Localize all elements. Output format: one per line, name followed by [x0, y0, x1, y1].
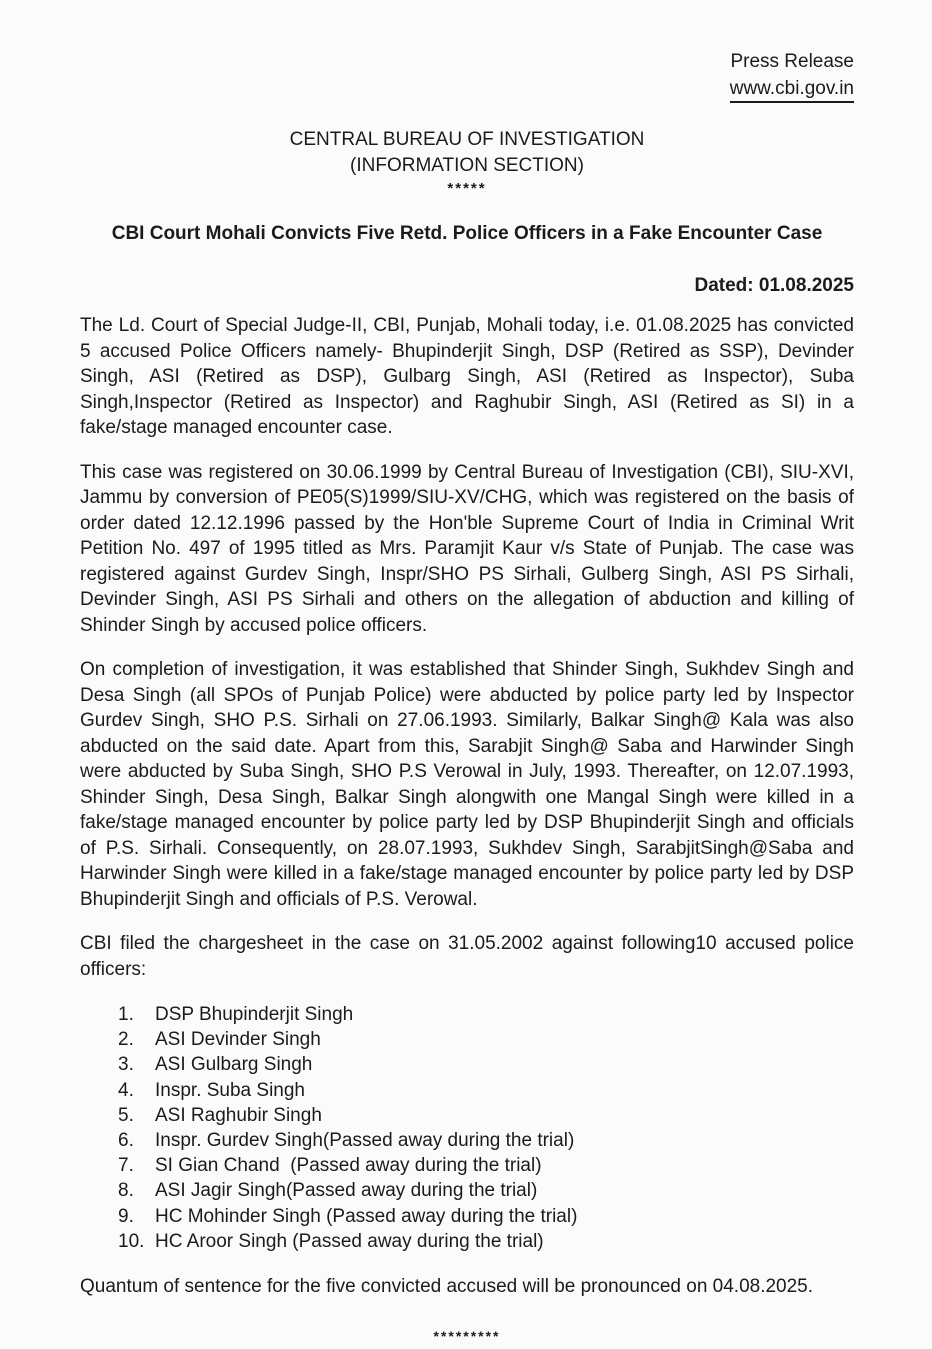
list-item: DSP Bhupinderjit Singh [155, 1004, 354, 1025]
list-item: Inspr. Suba Singh [155, 1079, 305, 1101]
accused-officers-list [80, 1002, 854, 1254]
paragraph-case-registration: This case was registered on 30.06.1999 by Central Bureau of Investigation (CBI), SIU-XVI, Jammu by conversion of PE05(S)1999/SIU-XV/CHG, which was registered on the basis of order dated 12.12.1996 passed by the Hon'ble Supreme Court of India in Criminal Writ Petition No. 497 of 1995 titled as Mrs. Paramjit Kaur v/s State of Punjab. The case was registered against Gurdev Singh, Inspr/SHO PS Sirhali, Gulberg Singh, ASI PS Sirhali, Devinder Singh, ASI PS Sirhali and others on the allegation of abduction and killing of Shinder Singh by accused police officers. [80, 461, 854, 636]
list-item: ASI Gulbarg Singh [155, 1054, 313, 1076]
list-item: Inspr. Gurdev Singh(Passed away during the trial) [155, 1130, 575, 1152]
list-item: SI Gian Chand (Passed away during the trial) [155, 1155, 542, 1177]
paragraph-investigation-findings: On completion of investigation, it was established that Shinder Singh, Sukhdev Singh and Desa Singh (all SPOs of Punjab Police) were abducted by police party led by Inspector Gurdev Singh, SHO P.S. Sirhali on 27.06.1993. Similarly, Balkar Singh@ Kala was also abducted on the said date. Apart from this, Sarabjit Singh@ Saba and Harwinder Singh were abducted by Suba Singh, SHO P.S Verowal in July, 1993. Thereafter, on 12.07.1993, Shinder Singh, Desa Singh, Balkar Singh alongwith one Mangal Singh were killed in a fake/stage managed encounter by police party led by DSP Bhupinderjit Singh and officials of P.S. Sirhali. Consequently, on 28.07.1993, Sukhdev Singh, SarabjitSingh@Saba and Harwinder Singh were killed in a fake/stage managed encounter by police party led by DSP Bhupinderjit Singh and officials of P.S. Verowal. [80, 659, 854, 910]
org-header [80, 127, 854, 199]
list-item: HC Aroor Singh (Passed away during the trial) [155, 1230, 544, 1252]
document-header-right [80, 48, 854, 103]
org-title: CENTRAL BUREAU OF INVESTIGATION [289, 129, 645, 150]
org-subtitle: (INFORMATION SECTION) [350, 155, 584, 176]
list-item: ASI Raghubir Singh [155, 1104, 322, 1126]
list-item: HC Mohinder Singh (Passed away during the trial) [155, 1205, 578, 1227]
closing-sentence-line: Quantum of sentence for the five convicted accused will be pronounced on 04.08.2025. [80, 1276, 814, 1298]
dateline: Dated: 01.08.2025 [694, 274, 854, 296]
paragraph-chargesheet: CBI filed the chargesheet in the case on 31.05.2002 against following10 accused police officers: [80, 933, 854, 980]
list-item: ASI Jagir Singh(Passed away during the trial) [155, 1180, 538, 1202]
footer-separator-stars: ********* [433, 1327, 501, 1344]
headline: CBI Court Mohali Convicts Five Retd. Police Officers in a Fake Encounter Case [111, 223, 823, 244]
press-release-label: Press Release [730, 51, 854, 72]
list-item: ASI Devinder Singh [155, 1029, 321, 1051]
paragraph-conviction: The Ld. Court of Special Judge-II, CBI, Punjab, Mohali today, i.e. 01.08.2025 has convicted 5 accused Police Officers namely- Bhupinderjit Singh, DSP (Retired as SSP), Devinder Singh, ASI (Retired as DSP), Gulbarg Singh, ASI (Retired as Inspector), Suba Singh,Inspector (Retired as Inspector) and Raghubir Singh, ASI (Retired as SI) in a fake/stage managed encounter case. [80, 315, 854, 438]
header-separator-stars: ***** [447, 180, 487, 197]
cbi-website-link[interactable]: www.cbi.gov.in [730, 78, 854, 103]
